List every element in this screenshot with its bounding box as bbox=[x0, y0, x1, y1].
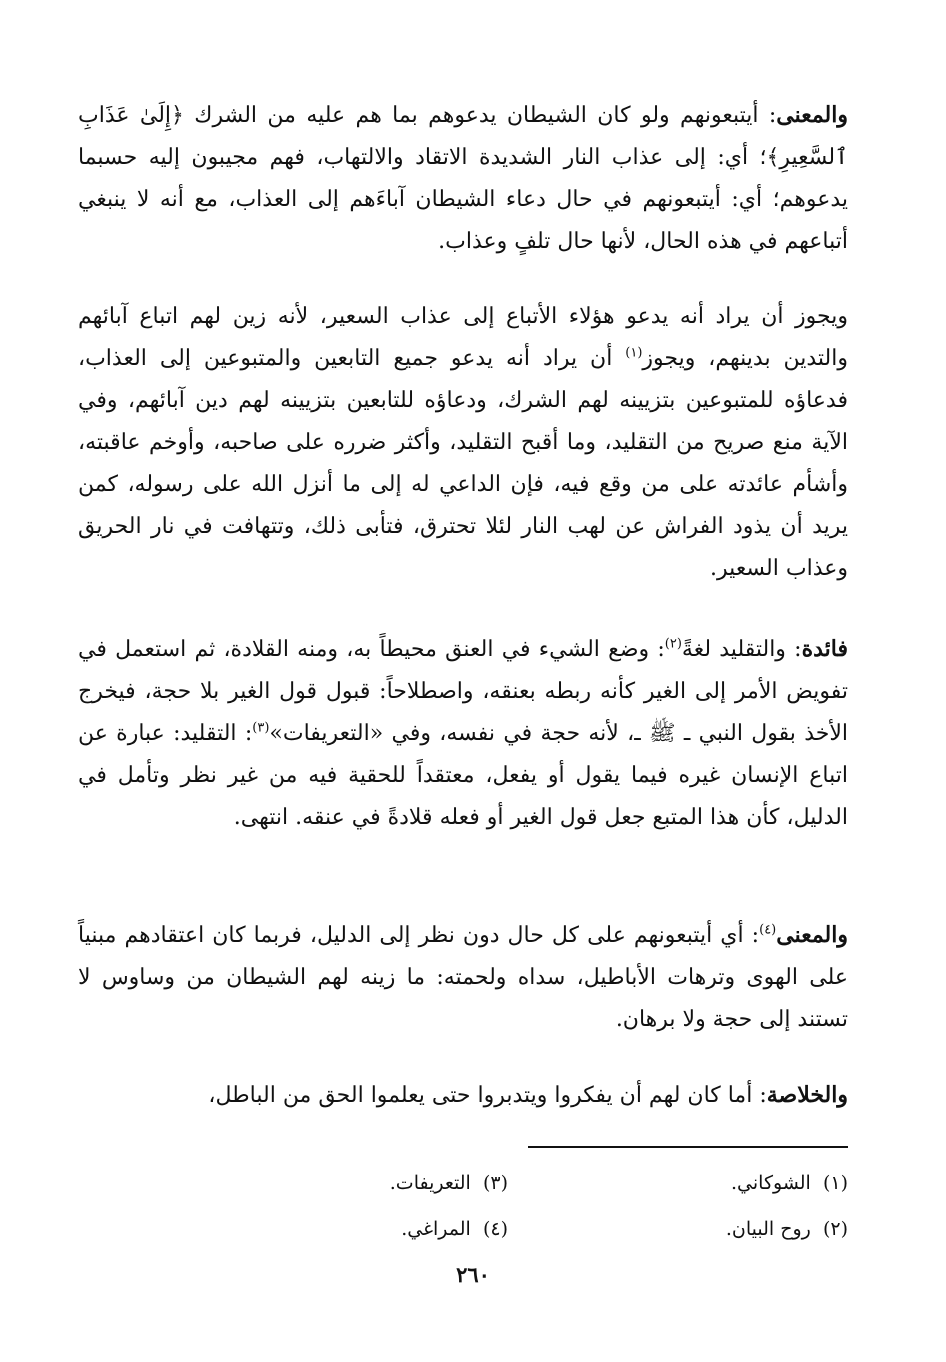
paragraph-text: ويجوز أن يراد أنه يدعو هؤلاء الأتباع إلى عذاب السعير، لأنه زين لهم اتباع آبائهم والتدين بدينهم، ويجوز bbox=[78, 304, 848, 371]
paragraph-text: : والتقليد لغةً bbox=[681, 637, 802, 662]
footnote-marker: (٣) bbox=[252, 720, 270, 736]
paragraph-lead-word: والمعنى bbox=[776, 102, 848, 128]
paragraph-text: أن يراد أنه يدعو جميع التابعين والمتبوعين إلى العذاب، فدعاؤه للمتبوعين بتزيينه لهم الشرك، ودعاؤه للتابعين بتزيينه لهم دين آبائهم، وفي الآية منع صريح من التقليد، وما أقبح التقليد، وأكثر ضرره على صاحبه، وأوخم عاقبته، وأشأم عائدته على من وقع فيه، فإن الداعي له إلى ما أنزل الله على رسوله، كمن يريد أن يذود الفراش عن لهب النار لئلا تحترق، فتأبى ذلك، وتتهافت في نار الحريق وعذاب السعير. bbox=[78, 346, 848, 581]
page-number: ٢٦٠ bbox=[456, 1262, 490, 1287]
paragraph-lead-word: والمعنى bbox=[776, 922, 848, 948]
footnote-text: التعريفات. bbox=[389, 1172, 471, 1194]
paragraph-meaning bbox=[78, 94, 848, 263]
footnote-number: (٤) bbox=[482, 1218, 508, 1240]
paragraph-text: : أما كان لهم أن يفكروا ويتدبروا حتى يعلموا الحق من الباطل، bbox=[208, 1083, 767, 1108]
footnote-row bbox=[148, 1206, 848, 1252]
paragraph-text: : أي أيتبعونهم على كل حال دون نظر إلى الدليل، فربما كان اعتقادهم مبنياً على الهوى وترهات الأباطيل، سداه ولحمته: ما زينه لهم الشيطان من وساوس لا تستند إلى حجة ولا برهان. bbox=[78, 923, 848, 1032]
paragraph-meaning-2 bbox=[78, 914, 848, 1041]
footnote-text: المراغي. bbox=[401, 1218, 471, 1240]
paragraph-lead-word: فائدة bbox=[801, 636, 848, 662]
footnote-item bbox=[168, 1206, 508, 1252]
footnote-item bbox=[168, 1160, 508, 1206]
footnotes bbox=[148, 1160, 848, 1252]
paragraph-lead-word: والخلاصة bbox=[766, 1082, 848, 1108]
footnote-number: (١) bbox=[822, 1172, 848, 1194]
footnote-marker: (٢) bbox=[664, 636, 682, 652]
footnote-number: (٢) bbox=[822, 1218, 848, 1240]
footnote-row bbox=[148, 1160, 848, 1206]
paragraph-summary bbox=[78, 1074, 848, 1117]
footnote-marker: (١) bbox=[625, 345, 643, 361]
paragraph-benefit bbox=[78, 628, 848, 839]
footnote-item bbox=[508, 1206, 848, 1252]
footnote-number: (٣) bbox=[482, 1172, 508, 1194]
footnote-divider bbox=[528, 1146, 848, 1148]
footnote-marker: (٤) bbox=[759, 922, 777, 938]
paragraph-text: : وضع الشيء في العنق محيطاً به، ومنه القلادة، ثم استعمل في تفويض الأمر إلى الغير كأنه ربطه بعنقه، واصطلاحاً: قبول قول الغير بلا حجة، فيخرج الأخذ بقول النبي ـ ﷺ ـ، لأنه حجة في نفسه، وفي «التعريفات» bbox=[78, 637, 848, 746]
paragraph-text: : أيتبعونهم ولو كان الشيطان يدعوهم بما هم عليه من الشرك ﴿إِلَىٰ عَذَابِ ٱلسَّعِيرِ﴾؛ أي: إلى عذاب النار الشديدة الاتقاد والالتهاب، فهم مجيبون إليه حسبما يدعوهم؛ أي: أيتبعونهم في حال دعاء الشيطان آباءَهم إلى العذاب، مع أنه لا ينبغي أتباعهم في هذه الحال، لأنها حال تلفٍ وعذاب. bbox=[78, 103, 848, 254]
paragraph-text: : التقليد: عبارة عن اتباع الإنسان غيره فيما يقول أو يفعل، معتقداً للحقية فيه من غير نظر وتأمل في الدليل، كأن هذا المتبع جعل قول الغير أو فعله قلادةً في عنقه. انتهى. bbox=[78, 721, 848, 830]
footnote-item bbox=[508, 1160, 848, 1206]
paragraph-imitation bbox=[78, 296, 848, 590]
footnote-text: الشوكاني. bbox=[731, 1172, 811, 1194]
footnote-text: روح البيان. bbox=[725, 1218, 811, 1240]
